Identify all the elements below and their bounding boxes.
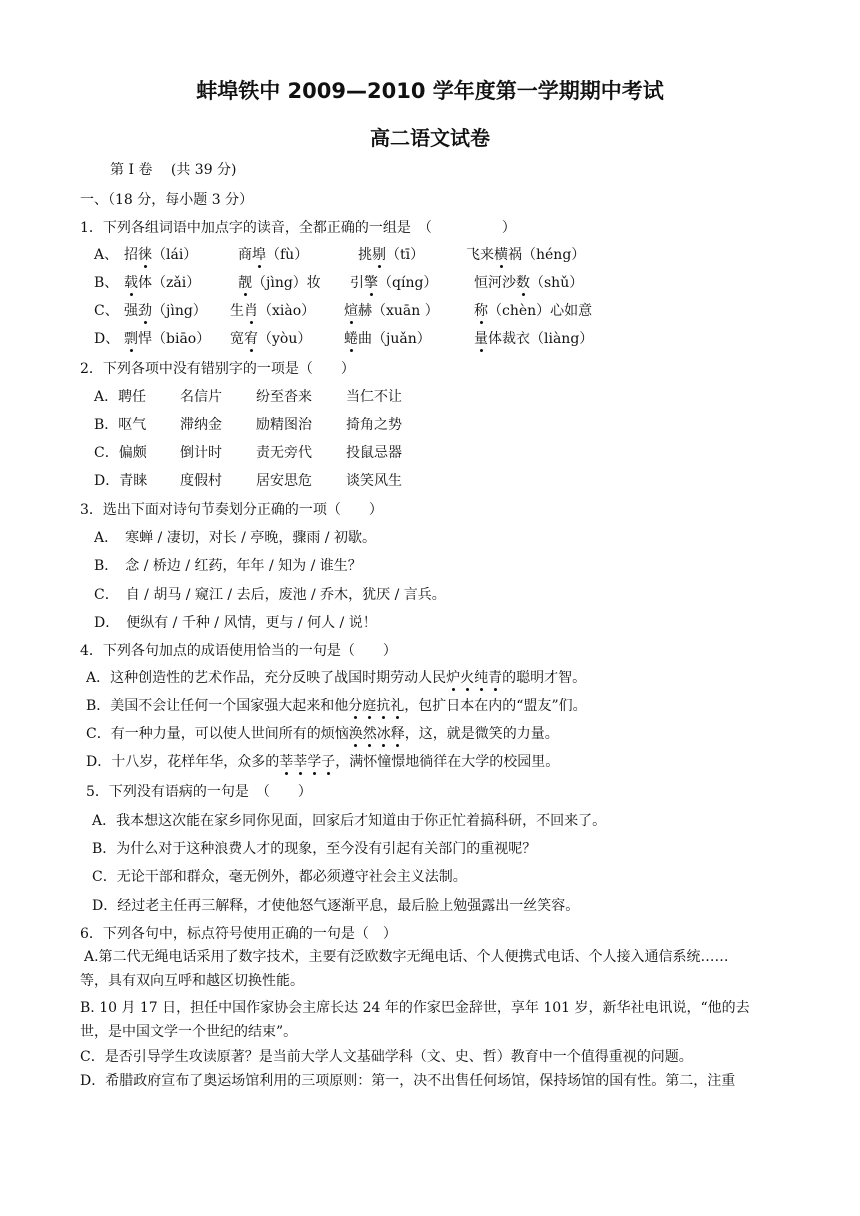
emphasized-idiom xyxy=(279,754,335,770)
option-word: C．偏颇 xyxy=(94,445,147,461)
option-word: 倒计时 xyxy=(180,445,222,461)
emphasis-char: 宥 xyxy=(244,331,258,347)
exam-title: 蚌埠铁中 2009—2010 学年度第一学期期中考试 xyxy=(196,79,664,103)
option-word: 飞来横祸（héng） xyxy=(466,247,586,263)
emphasized-idiom xyxy=(348,698,404,714)
option-word: 宽宥（yòu） xyxy=(230,331,312,347)
option-word: 当仁不让 xyxy=(346,389,402,405)
option-word: B．呕气 xyxy=(94,417,147,433)
question-5-option-d: D．经过老主任再三解释，才使他怒气逐渐平息，最后脸上勉强露出一丝笑容。 xyxy=(92,898,580,914)
section-heading: 一、（18 分，每小题 3 分） xyxy=(80,192,254,208)
emphasis-char: 分 xyxy=(348,698,363,714)
option-word: 靓（jìng）妆 xyxy=(238,275,321,291)
sentence-text: 的聪明才智。 xyxy=(502,670,587,686)
emphasis-char: 子 xyxy=(321,754,336,770)
option-word: 称（chèn）心如意 xyxy=(474,303,593,319)
option-word: 招徕（lái） xyxy=(124,247,198,263)
question-5-option-a: A．我本想这次能在家乡同你见面，回家后才知道由于你正忙着搞科研，不回来了。 xyxy=(92,813,607,829)
question-2-stem: 2．下列各项中没有错别字的一项是（ ） xyxy=(80,361,355,377)
emphasis-char: 劲 xyxy=(138,303,152,319)
question-6-option-b-line-2: 世，是中国文学一个世纪的结束”。 xyxy=(80,1024,298,1040)
option-word: 量体裁衣（liàng） xyxy=(474,331,594,347)
option-word: 煊赫（xuān ） xyxy=(344,303,439,319)
option-word: 商埠（fù） xyxy=(238,247,309,263)
question-3-stem: 3．选出下面对诗句节奏划分正确的一项（ ） xyxy=(80,502,383,518)
emphasis-char: 擎 xyxy=(364,275,378,291)
question-3-option-d: D． 便纵有 / 千种 / 风情，更与 / 何人 / 说！ xyxy=(94,615,377,631)
option-word: 居安思危 xyxy=(256,473,312,489)
option-word: 强劲（jìng） xyxy=(124,303,207,319)
option-word: 掎角之势 xyxy=(346,417,402,433)
emphasis-char: 数 xyxy=(516,275,530,291)
question-3-option-c: C． 自 / 胡马 / 窥江 / 去后，废池 / 乔木，犹厌 / 言兵。 xyxy=(94,587,446,603)
emphasis-char: 剔 xyxy=(372,247,386,263)
sentence-text: ，满怀憧憬地徜徉在大学的校园里。 xyxy=(335,754,560,770)
emphasis-char: 横 xyxy=(494,247,508,263)
emphasis-char: 庭 xyxy=(362,698,377,714)
question-5-option-b: B．为什么对于这种浪费人才的现象，至今没有引起有关部门的重视呢？ xyxy=(92,841,537,857)
option-word: 名信片 xyxy=(180,389,222,405)
sentence-text: A．这种创造性的艺术作品，充分反映了战国时期劳动人民 xyxy=(86,670,447,686)
question-6-option-c: C．是否引导学生攻读原著？是当前大学人文基础学科（文、史、哲）教育中一个值得重视的问题。 xyxy=(80,1049,693,1065)
question-6-option-a-line-1: A.第二代无绳电话采用了数字技术，主要有泛欧数字无绳电话、个人便携式电话、个人接入通信系统…… xyxy=(84,949,729,965)
question-1-stem: 1．下列各组词语中加点字的读音，全都正确的一组是 （ ） xyxy=(80,220,516,236)
emphasis-char: 冰 xyxy=(376,726,391,742)
question-3-option-a: A． 寒蝉 / 凄切，对长 / 亭晚，骤雨 / 初歇。 xyxy=(94,530,376,546)
emphasis-char: 称 xyxy=(474,303,488,319)
emphasis-char: 靓 xyxy=(238,275,252,291)
option-word: 谈笑风生 xyxy=(346,473,402,489)
emphasized-idiom xyxy=(349,726,405,742)
question-6-option-b-line-1: B. 10 月 17 日，担任中国作家协会主席长达 24 年的作家巴金辞世，享年 101 岁，新华社电讯说，“他的去 xyxy=(80,1000,750,1016)
emphasis-char: 火 xyxy=(460,670,475,686)
option-word: 滞纳金 xyxy=(180,417,222,433)
question-5-stem: 5．下列没有语病的一句是 （ ） xyxy=(86,784,312,800)
question-4-option-b xyxy=(86,697,587,715)
option-word: 投鼠忌器 xyxy=(346,445,402,461)
exam-subtitle: 高二语文试卷 xyxy=(370,126,490,150)
option-word: 载体（zǎi） xyxy=(124,275,201,291)
emphasis-char: 埠 xyxy=(252,247,266,263)
option-label: B、 xyxy=(94,275,119,291)
volume-heading: 第 I 卷 (共 39 分) xyxy=(110,162,237,178)
option-word: D．青睐 xyxy=(94,473,148,489)
option-word: 度假村 xyxy=(180,473,222,489)
emphasis-char: 然 xyxy=(362,726,377,742)
sentence-text: C．有一种力量，可以使人世间所有的烦恼 xyxy=(86,726,349,742)
emphasis-char: 礼 xyxy=(390,698,405,714)
sentence-text: ，包扩日本在内的“盟友”们。 xyxy=(404,698,587,714)
emphasis-char: 炉 xyxy=(446,670,461,686)
option-word: A．聘任 xyxy=(94,389,147,405)
emphasis-char: 纯 xyxy=(474,670,489,686)
question-6-stem: 6．下列各句中，标点符号使用正确的一句是（ ） xyxy=(80,926,397,942)
emphasis-char: 煊 xyxy=(344,303,358,319)
emphasis-char: 释 xyxy=(390,726,405,742)
option-label: D、 xyxy=(94,331,120,347)
option-word: 纷至沓来 xyxy=(256,389,312,405)
emphasis-char: 学 xyxy=(307,754,322,770)
option-word: 引擎（qíng） xyxy=(350,275,438,291)
emphasis-char: 抗 xyxy=(376,698,391,714)
question-4-option-a xyxy=(86,669,586,687)
emphasis-char: 莘 xyxy=(293,754,308,770)
sentence-text: B．美国不会让任何一个国家强大起来和他 xyxy=(86,698,349,714)
option-label: A、 xyxy=(94,247,119,263)
emphasis-char: 量 xyxy=(474,331,488,347)
emphasized-idiom xyxy=(446,670,502,686)
option-word: 恒河沙数（shǔ） xyxy=(474,275,584,291)
question-6-option-a-line-2: 等，具有双向互呼和越区切换性能。 xyxy=(80,973,304,989)
option-word: 责无旁代 xyxy=(256,445,312,461)
emphasis-char: 涣 xyxy=(348,726,363,742)
option-word: 蜷曲（juǎn） xyxy=(344,331,431,347)
sentence-text: ，这，就是微笑的力量。 xyxy=(404,726,559,742)
option-word: 生肖（xiào） xyxy=(230,303,316,319)
emphasis-char: 肖 xyxy=(244,303,258,319)
emphasis-char: 莘 xyxy=(279,754,294,770)
sentence-text: D．十八岁，花样年华，众多的 xyxy=(86,754,280,770)
option-word: 挑剔（tī） xyxy=(358,247,425,263)
emphasis-char: 剽 xyxy=(124,331,138,347)
emphasis-char: 载 xyxy=(124,275,138,291)
emphasis-char: 青 xyxy=(488,670,503,686)
question-3-option-b: B． 念 / 桥边 / 红药，年年 / 知为 / 谁生？ xyxy=(94,558,362,574)
option-word: 剽悍（biāo） xyxy=(124,331,211,347)
option-label: C、 xyxy=(94,303,119,319)
question-4-option-d xyxy=(86,753,559,771)
question-5-option-c: C．无论干部和群众，毫无例外，都必须遵守社会主义法制。 xyxy=(92,869,467,885)
question-4-stem: 4．下列各句加点的成语使用恰当的一句是（ ） xyxy=(80,643,397,659)
question-4-option-c xyxy=(86,725,559,743)
option-word: 励精图治 xyxy=(256,417,312,433)
emphasis-char: 徕 xyxy=(138,247,152,263)
emphasis-char: 蜷 xyxy=(344,331,358,347)
question-6-option-d: D．希腊政府宣布了奥运场馆利用的三项原则：第一，决不出售任何场馆，保持场馆的国有性。第二，注重 xyxy=(80,1073,736,1089)
